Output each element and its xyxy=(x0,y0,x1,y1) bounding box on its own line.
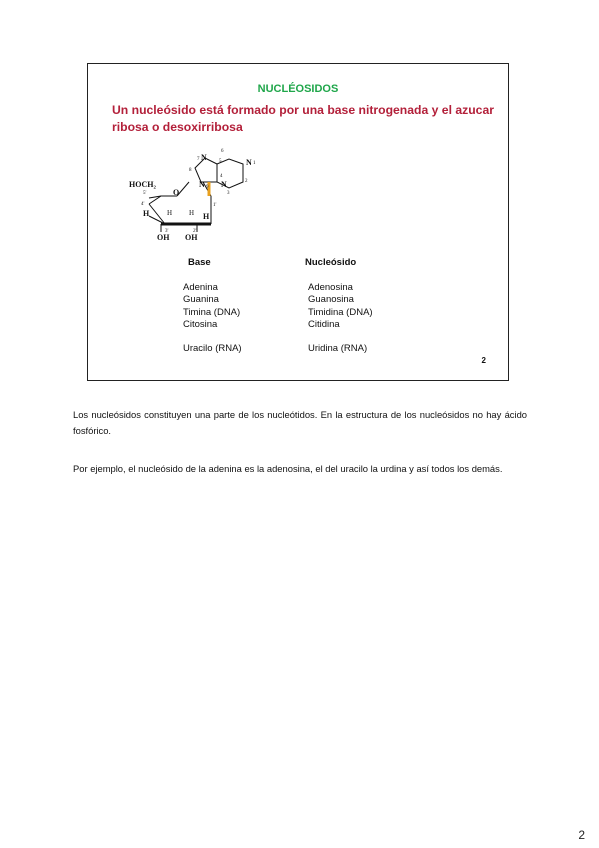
list-item: Citidina xyxy=(308,318,340,330)
nucleoside-column-header: Nucleósido xyxy=(305,257,357,268)
list-item: Timidina (DNA) xyxy=(308,306,373,318)
svg-text:O: O xyxy=(173,188,180,197)
nucleoside-structure-diagram xyxy=(121,144,271,244)
list-item: Uridina (RNA) xyxy=(308,343,368,355)
svg-text:7: 7 xyxy=(197,157,200,162)
svg-text:9: 9 xyxy=(206,185,209,190)
list-item: Timina (DNA) xyxy=(183,306,241,318)
slide-frame xyxy=(87,63,509,381)
list-item: Guanosina xyxy=(308,294,354,306)
svg-text:N: N xyxy=(221,180,227,189)
page-number: 2 xyxy=(578,828,585,842)
svg-text:3': 3' xyxy=(165,229,169,234)
base-column-header: Base xyxy=(188,257,211,268)
svg-text:N: N xyxy=(246,158,252,167)
svg-text:N: N xyxy=(199,180,205,189)
list-item: Guanina xyxy=(183,294,219,306)
svg-text:H: H xyxy=(203,212,210,221)
svg-text:1': 1' xyxy=(213,203,217,208)
nucleoside-list xyxy=(308,282,373,355)
svg-text:1: 1 xyxy=(253,161,256,166)
svg-text:4: 4 xyxy=(220,174,223,179)
list-item: Adenosina xyxy=(308,282,353,293)
base-list xyxy=(183,282,242,355)
svg-text:OH: OH xyxy=(157,233,170,242)
list-item: Citosina xyxy=(183,318,218,330)
svg-text:3: 3 xyxy=(227,191,230,196)
slide-number: 2 xyxy=(481,356,486,365)
svg-text:H: H xyxy=(189,209,195,217)
list-spacer xyxy=(308,331,373,343)
list-item: Adenina xyxy=(183,282,218,293)
svg-text:4': 4' xyxy=(141,202,145,207)
svg-text:2: 2 xyxy=(245,179,248,184)
svg-text:5': 5' xyxy=(143,191,147,196)
hoch2-label: HOCH₂ xyxy=(129,180,156,189)
svg-text:8: 8 xyxy=(189,168,192,173)
svg-text:N: N xyxy=(201,153,207,162)
svg-text:6: 6 xyxy=(221,149,224,154)
svg-text:OH: OH xyxy=(185,233,198,242)
svg-text:H: H xyxy=(143,209,150,218)
svg-text:2': 2' xyxy=(193,229,197,234)
body-paragraph-1: Los nucleósidos constituyen una parte de los nucleótidos. En la estructura de los nucleósidos no hay ácido fosfórico. xyxy=(73,409,527,436)
svg-text:H: H xyxy=(167,209,173,217)
list-spacer xyxy=(183,331,242,343)
svg-text:5: 5 xyxy=(219,159,222,164)
slide-title: NUCLÉOSIDOS xyxy=(257,83,339,95)
body-paragraph-2: Por ejemplo, el nucleósido de la adenina es la adenosina, el del uracilo la urdina y así todos los demás. xyxy=(73,463,503,474)
list-item: Uracilo (RNA) xyxy=(183,343,242,355)
slide-subtitle: Un nucleósido está formado por una base nitrogenada y el azucar ribosa o desoxirribosa xyxy=(112,103,494,134)
